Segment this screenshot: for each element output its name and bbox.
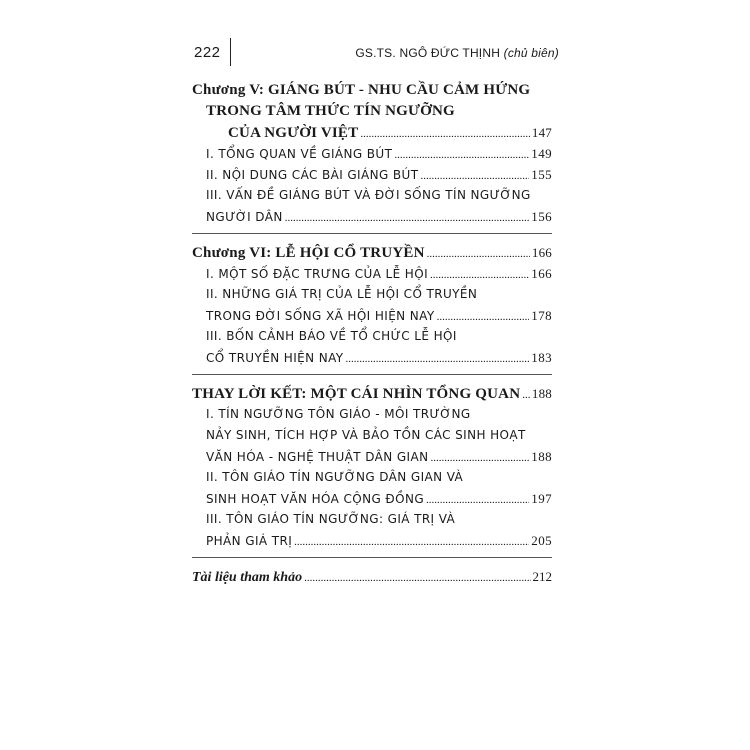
toc-page-number: 188 — [531, 386, 552, 401]
dot-leader — [430, 447, 529, 467]
dot-leader — [360, 123, 530, 143]
dot-leader — [420, 165, 529, 185]
toc-page-number: 178 — [531, 308, 552, 323]
toc-entry-title: CỦA NGƯỜI VIỆT — [228, 125, 359, 141]
dot-leader — [304, 567, 530, 587]
toc-entry-title: II. NỘI DUNG CÁC BÀI GIÁNG BÚT — [206, 168, 419, 182]
toc-section — [192, 242, 552, 375]
toc-entry — [192, 509, 552, 530]
toc-entry-title: III. TÔN GIÁO TÍN NGƯỠNG: GIÁ TRỊ VÀ — [206, 512, 456, 526]
toc-entry — [192, 530, 552, 551]
dot-leader — [285, 207, 530, 227]
toc-page-number: 212 — [532, 569, 552, 584]
dot-leader — [427, 243, 530, 263]
author-name: GS.TS. NGÔ ĐỨC THỊNH — [355, 46, 501, 60]
toc-entry — [192, 425, 552, 446]
toc-entry — [192, 185, 552, 206]
table-of-contents — [192, 80, 552, 601]
dot-leader — [394, 144, 529, 164]
dot-leader — [430, 264, 529, 284]
running-head — [355, 46, 559, 60]
toc-entry-title: III. VẤN ĐỀ GIÁNG BÚT VÀ ĐỜI SỐNG TÍN NGƯỠNG — [206, 188, 531, 202]
dot-leader — [294, 531, 529, 551]
toc-page-number: 166 — [531, 266, 552, 281]
toc-page-number: 147 — [531, 125, 552, 140]
page-number: 222 — [194, 44, 221, 61]
toc-entry — [192, 284, 552, 305]
toc-page-number: 197 — [531, 491, 552, 506]
page-header — [194, 38, 559, 66]
toc-entry — [192, 383, 552, 404]
toc-entry-title: I. TÍN NGƯỠNG TÔN GIÁO - MÔI TRƯỜNG — [206, 407, 471, 421]
toc-entry-title: Tài liệu tham khảo — [192, 570, 303, 585]
toc-entry — [192, 446, 552, 467]
toc-section — [192, 566, 552, 593]
toc-section — [192, 80, 552, 234]
toc-entry-title: I. MỘT SỐ ĐẶC TRƯNG CỦA LỄ HỘI — [206, 267, 429, 281]
toc-entry — [192, 467, 552, 488]
dot-leader — [437, 306, 530, 326]
toc-entry-title: NGƯỜI DÂN — [206, 210, 283, 224]
toc-entry — [192, 242, 552, 263]
toc-entry — [192, 347, 552, 368]
toc-page-number: 166 — [531, 245, 552, 260]
toc-entry-title: Chương V: GIÁNG BÚT - NHU CẦU CẢM HỨNG — [192, 82, 531, 98]
toc-entry-title: CỔ TRUYỀN HIỆN NAY — [206, 351, 344, 365]
toc-entry — [192, 122, 552, 143]
toc-entry-title: II. NHỮNG GIÁ TRỊ CỦA LỄ HỘI CỔ TRUYỀN — [206, 287, 478, 301]
toc-page-number: 188 — [531, 449, 552, 464]
toc-entry — [192, 206, 552, 227]
toc-entry — [192, 263, 552, 284]
toc-section — [192, 383, 552, 558]
toc-entry-title: III. BỐN CẢNH BÁO VỀ TỔ CHỨC LỄ HỘI — [206, 329, 457, 343]
toc-entry-title: THAY LỜI KẾT: MỘT CÁI NHÌN TỔNG QUAN — [192, 386, 521, 402]
toc-entry — [192, 566, 552, 587]
toc-page-number: 149 — [531, 146, 552, 161]
toc-page-number: 156 — [531, 209, 552, 224]
toc-entry-title: I. TỔNG QUAN VỀ GIÁNG BÚT — [206, 147, 393, 161]
toc-entry — [192, 404, 552, 425]
toc-page-number: 183 — [531, 350, 552, 365]
dot-leader — [426, 489, 529, 509]
toc-entry — [192, 164, 552, 185]
toc-entry — [192, 101, 552, 122]
toc-page-number: 205 — [531, 533, 552, 548]
dot-leader — [522, 384, 530, 404]
toc-page-number: 155 — [531, 167, 552, 182]
toc-entry-title: NẢY SINH, TÍCH HỢP VÀ BẢO TỒN CÁC SINH HOẠT — [206, 428, 526, 442]
toc-entry-title: II. TÔN GIÁO TÍN NGƯỠNG DÂN GIAN VÀ — [206, 470, 464, 484]
toc-entry — [192, 305, 552, 326]
toc-entry — [192, 80, 552, 101]
toc-entry — [192, 143, 552, 164]
toc-entry-title: VĂN HÓA - NGHỆ THUẬT DÂN GIAN — [206, 450, 429, 464]
toc-entry-title: TRONG TÂM THỨC TÍN NGƯỠNG — [206, 103, 455, 119]
toc-entry-title: PHẢN GIÁ TRỊ — [206, 534, 293, 548]
toc-entry — [192, 326, 552, 347]
toc-entry — [192, 488, 552, 509]
toc-entry-title: Chương VI: LỄ HỘI CỔ TRUYỀN — [192, 245, 425, 261]
toc-entry-title: TRONG ĐỜI SỐNG XÃ HỘI HIỆN NAY — [206, 309, 435, 323]
toc-entry-title: SINH HOẠT VĂN HÓA CỘNG ĐỒNG — [206, 492, 425, 506]
editor-note: (chủ biên) — [503, 46, 559, 60]
header-divider — [230, 38, 231, 66]
dot-leader — [346, 348, 530, 368]
